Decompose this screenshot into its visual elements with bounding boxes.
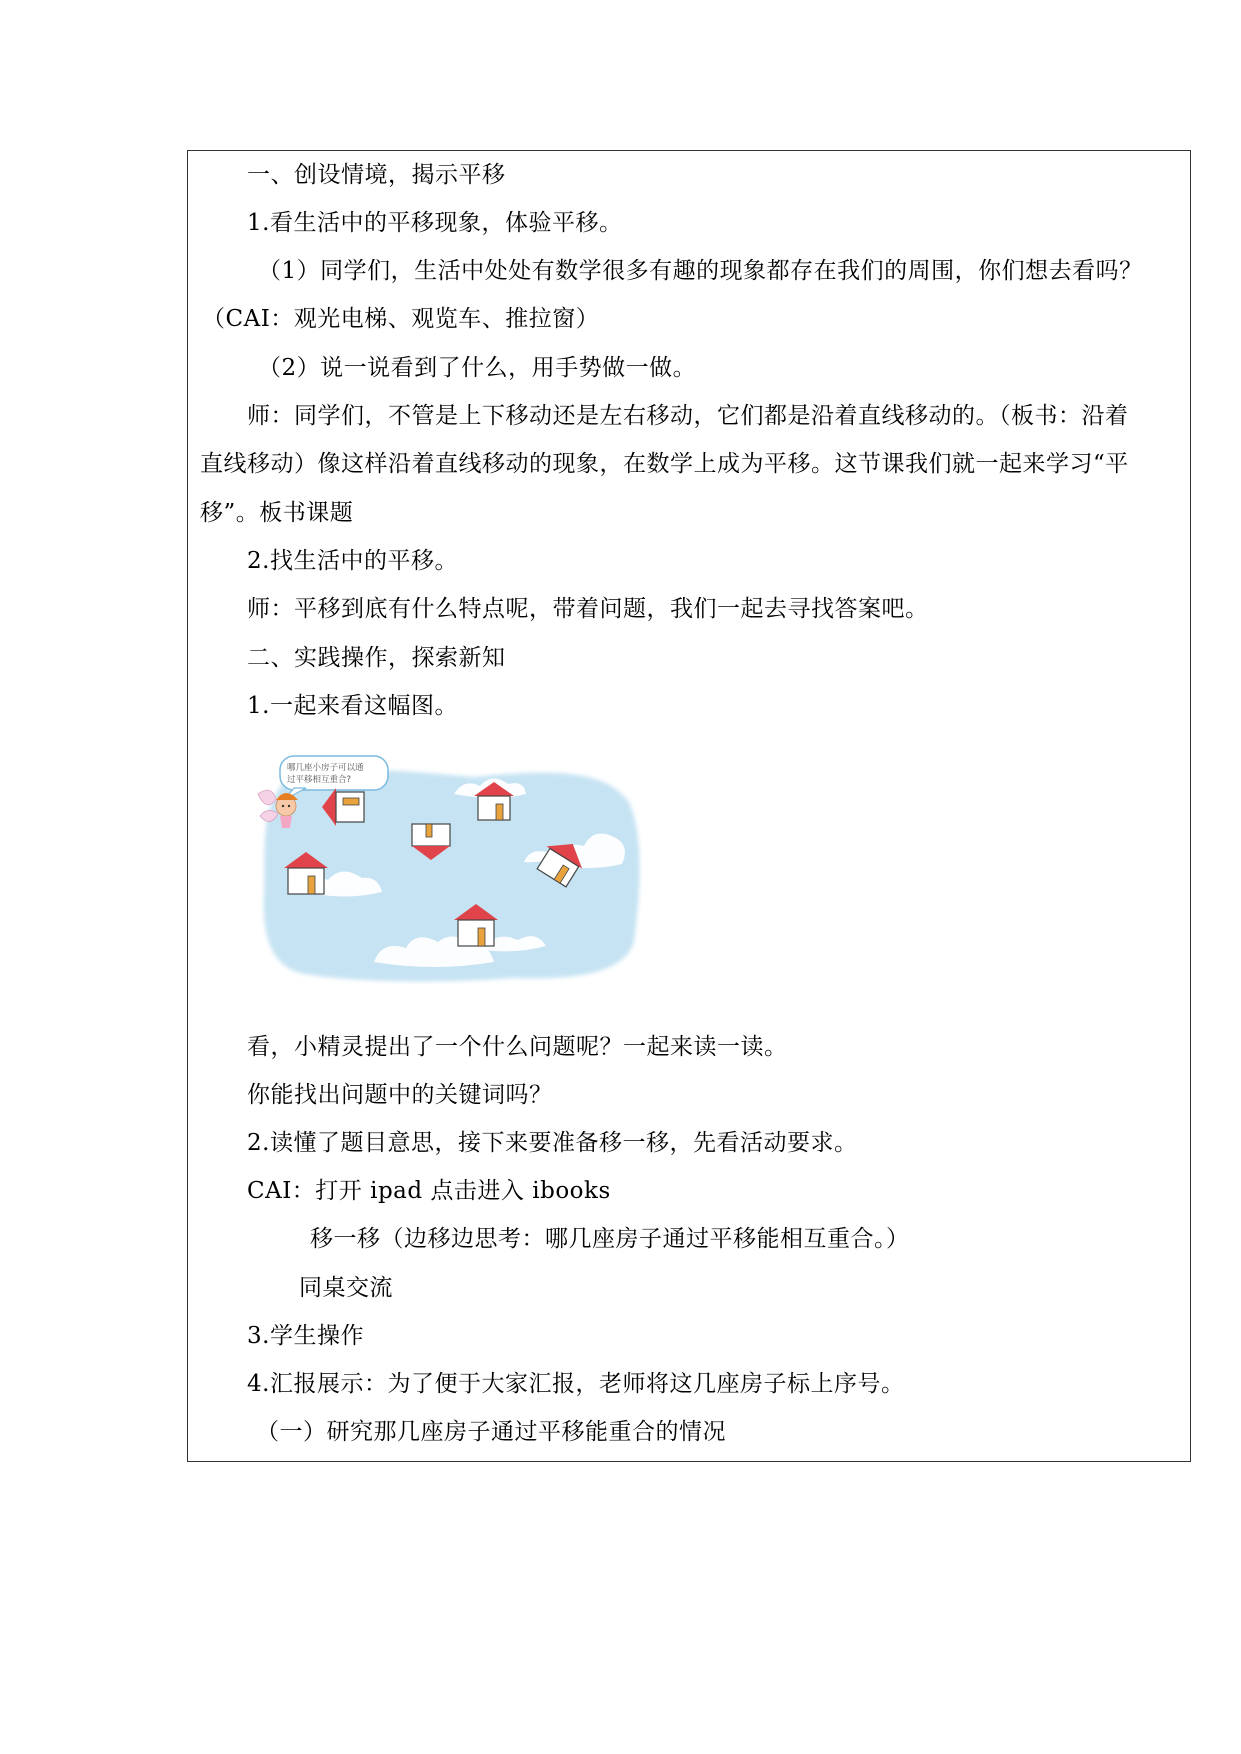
section-heading-2: 二、实践操作，探索新知 [247,645,506,671]
paragraph: 1.看生活中的平移现象，体验平移。 [247,210,623,236]
paragraph: 师：平移到底有什么特点呢，带着问题，我们一起去寻找答案吧。 [247,596,929,622]
paragraph: 4.汇报展示：为了便于大家汇报，老师将这几座房子标上序号。 [247,1371,905,1397]
paragraph: 看，小精灵提出了一个什么问题呢？一起来读一读。 [247,1034,788,1060]
paragraph: 你能找出问题中的关键词吗？ [247,1082,553,1108]
paragraph: 3.学生操作 [247,1323,364,1349]
paragraph: （一）研究那几座房子通过平移能重合的情况 [256,1419,726,1445]
paragraph: （2）说一说看到了什么，用手势做一做。 [258,355,697,381]
paragraph: 1.一起来看这幅图。 [247,693,458,719]
paragraph: 2.读懂了题目意思，接下来要准备移一移，先看活动要求。 [247,1130,858,1156]
paragraph: 直线移动）像这样沿着直线移动的现象，在数学上成为平移。这节课我们就一起来学习“平 [200,451,1129,477]
paragraph: （CAI：观光电梯、观览车、推拉窗） [202,306,600,332]
paragraph: 移”。板书课题 [200,500,354,526]
paragraph: CAI：打开 ipad 点击进入 ibooks [247,1178,611,1204]
section-heading-1: 一、创设情境，揭示平移 [247,162,506,188]
paragraph: 2.找生活中的平移。 [247,548,458,574]
paragraph: 移一移（边移边思考：哪几座房子通过平移能相互重合。） [310,1226,910,1252]
speech-text: 过平移相互重合? [287,775,352,785]
paragraph: 师：同学们，不管是上下移动还是左右移动，它们都是沿着直线移动的。（板书：沿着 [247,403,1129,429]
speech-text: 哪几座小房子可以通 [287,763,364,773]
houses-in-sky-figure [254,752,642,984]
paragraph: （1）同学们，生活中处处有数学很多有趣的现象都存在我们的周围，你们想去看吗？ [258,258,1143,284]
paragraph: 同桌交流 [299,1275,393,1301]
